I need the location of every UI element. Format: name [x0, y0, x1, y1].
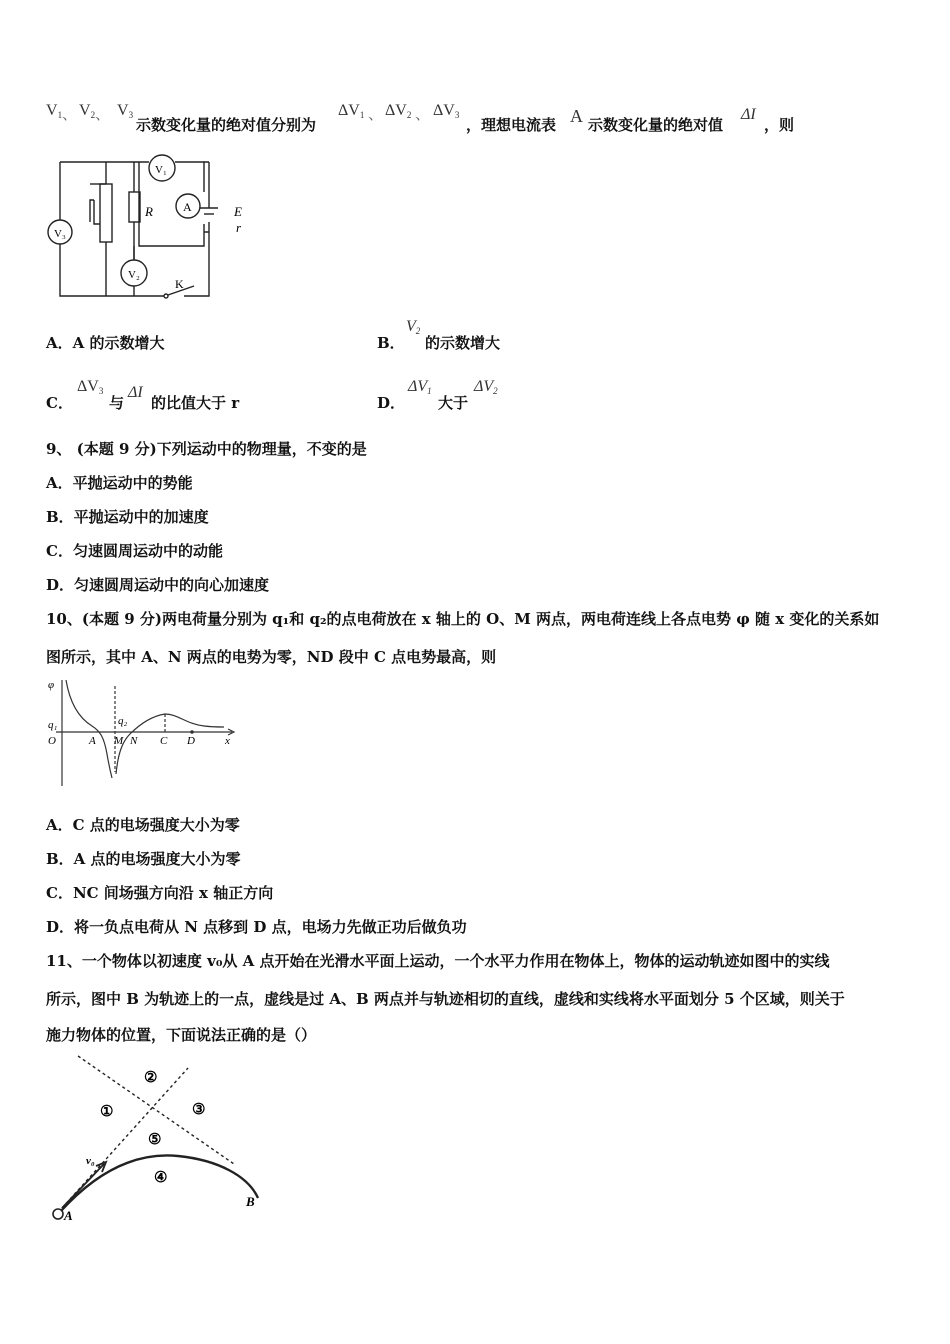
separator: 、	[62, 105, 78, 123]
delta-v2-symbol: $\Delta V_2$	[474, 378, 498, 396]
q8-intro-text-3: 示数变化量的绝对值	[588, 116, 724, 134]
delta-i-symbol: ΔI	[128, 384, 143, 401]
q10-stem-line1: 10、(本题 9 分)两电荷量分别为 q₁和 q₂的点电荷放在 x 轴上的 O、M 两点，两电荷连线上各点电势 φ 随 x 变化的关系如	[46, 610, 880, 628]
q9-option-d[interactable]: D．匀速圆周运动中的向心加速度	[46, 576, 270, 594]
q2-label: q₂	[118, 715, 128, 727]
q8-option-a[interactable]: A．A 的示数增大	[46, 334, 165, 352]
q8-intro-text: 示数变化量的绝对值分别为	[136, 116, 317, 134]
region-3-label: ③	[192, 1102, 206, 1118]
region-1-label: ①	[100, 1104, 114, 1120]
switch-label: K	[175, 277, 184, 291]
q1-label: q₁	[48, 719, 58, 731]
q10-option-d[interactable]: D．将一负点电荷从 N 点移到 D 点，电场力先做正功后做负功	[46, 918, 467, 936]
q8-option-d[interactable]: D． $\Delta V_1$ 大于 $\Delta V_2$	[377, 378, 498, 412]
phi-label: φ	[48, 679, 55, 691]
q8-option-b[interactable]: B． $V_2$ 的示数增大	[377, 318, 501, 352]
v1-meter-label: V₁	[155, 164, 167, 176]
separator: 、	[415, 105, 431, 123]
internal-resistance-label: r	[236, 220, 242, 235]
q9-option-c[interactable]: C．匀速圆周运动中的动能	[46, 542, 223, 560]
x-axis-label: x	[225, 735, 230, 747]
region-4-label: ④	[154, 1170, 168, 1186]
ammeter-symbol: A	[570, 106, 583, 126]
v2-symbol: $V_2$	[406, 318, 421, 336]
separator: 、	[368, 105, 384, 123]
circuit-diagram	[44, 152, 254, 302]
q11-stem-line3: 施力物体的位置，下面说法正确的是（）	[46, 1026, 317, 1044]
ammeter-label: A	[183, 200, 192, 214]
region-2-label: ②	[144, 1070, 158, 1086]
q9-stem: 9、 (本题 9 分)下列运动中的物理量，不变的是	[46, 440, 367, 458]
trajectory-figure	[48, 1052, 270, 1224]
point-d-label: D	[187, 735, 195, 747]
point-a-label: A	[64, 1208, 73, 1223]
resistor-label: R	[145, 204, 153, 219]
point-n-label: N	[130, 735, 138, 747]
v2-symbol: $V_2$	[79, 102, 96, 120]
q10-option-b[interactable]: B．A 点的电场强度大小为零	[46, 850, 241, 868]
q11-stem-line2: 所示，图中 B 为轨迹上的一点，虚线是过 A、B 两点并与轨迹相切的直线，虚线和实线将水平面划分 5 个区域，则关于	[46, 990, 845, 1008]
q9-option-b[interactable]: B．平抛运动中的加速度	[46, 508, 209, 526]
v2-meter-label: V₂	[128, 269, 140, 281]
delta-v1-symbol: $\Delta V_1$	[408, 378, 432, 396]
v1-symbol: $V_1$	[46, 102, 63, 120]
q8-intro-text-2: ，理想电流表	[466, 116, 557, 134]
q10-option-c[interactable]: C．NC 间场强方向沿 x 轴正方向	[46, 884, 274, 902]
point-m-label: M	[114, 735, 124, 747]
emf-label: E	[234, 204, 242, 219]
q8-intro-text-4: ，则	[764, 116, 795, 134]
point-c-label: C	[160, 735, 168, 747]
delta-v3-symbol: $\Delta V_3$	[77, 378, 104, 396]
q9-option-a[interactable]: A．平抛运动中的势能	[46, 474, 193, 492]
start-point	[53, 1209, 63, 1219]
q8-option-c[interactable]: C． $\Delta V_3$ 与 ΔI 的比值大于 r	[46, 378, 240, 412]
v3-meter-label: V₃	[54, 228, 66, 240]
v3-symbol: $V_3$	[117, 102, 134, 120]
delta-v1-symbol: $\Delta V_1$	[338, 102, 365, 120]
point-a-label: A	[89, 735, 96, 747]
origin-label: O	[48, 735, 56, 747]
q10-option-a[interactable]: A．C 点的电场强度大小为零	[46, 816, 240, 834]
point-b-label: B	[246, 1194, 255, 1209]
separator: 、	[95, 105, 111, 123]
q8-intro-line	[46, 102, 906, 136]
potential-graph	[44, 674, 244, 790]
v0-label: v₀	[86, 1155, 95, 1167]
delta-i-symbol: ΔI	[741, 106, 756, 123]
delta-v3-symbol: $\Delta V_3$	[433, 102, 460, 120]
region-5-label: ⑤	[148, 1132, 162, 1148]
q10-stem-line2: 图所示，其中 A、N 两点的电势为零，ND 段中 C 点电势最高，则	[46, 648, 497, 666]
delta-v2-symbol: $\Delta V_2$	[385, 102, 412, 120]
q11-stem-line1: 11、一个物体以初速度 v₀从 A 点开始在光滑水平面上运动，一个水平力作用在物体上，物体的运动轨迹如图中的实线	[46, 952, 830, 970]
